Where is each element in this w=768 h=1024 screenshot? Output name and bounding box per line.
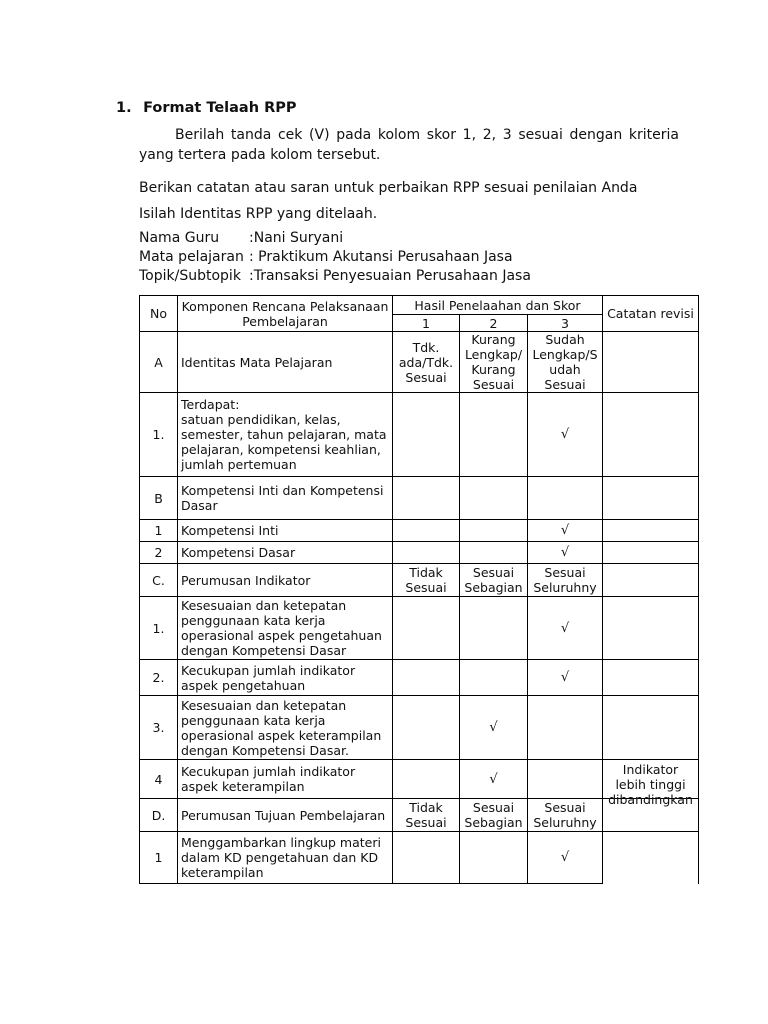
identity-subject [139,248,513,267]
criteria-score-3: Sesuai Seluruhny [528,564,603,597]
score-3-cell [528,696,603,760]
criteria-score-3: Sudah Lengkap/S udah Sesuai [528,332,603,393]
catatan-text: Indikator lebih tinggi dibandingkan [608,762,693,807]
row-komponen: Perumusan Indikator [178,564,393,597]
row-komponen: Kesesuaian dan ketepatan penggunaan kata kerja operasional aspek keterampilan dengan Kompetensi Dasar. [178,696,393,760]
score-3-cell [528,477,603,520]
table-row [140,760,699,799]
identity-teacher [139,229,343,248]
row-komponen [178,393,393,477]
instruction-check: Berilah tanda cek (V) pada kolom skor 1, 2, 3 sesuai dengan kriteria yang tertera pada kolom tersebut. [139,127,679,163]
criteria-score-2: Kurang Lengkap/ Kurang Sesuai [460,332,528,393]
table-row [140,393,699,477]
row-no: 2 [140,542,178,564]
section-heading [116,100,297,116]
score-2-cell [460,660,528,696]
header-score-2: 2 [460,315,528,332]
score-2-cell [460,393,528,477]
row-no: 3. [140,696,178,760]
identity-label: Topik/Subtopik [139,268,241,284]
row-no: D. [140,799,178,832]
row-catatan [603,597,699,660]
score-2-cell [460,832,528,884]
row-komponen: Perumusan Tujuan Pembelajaran [178,799,393,832]
row-no: 1 [140,520,178,542]
row-catatan [603,832,699,884]
score-3-check: √ [528,597,603,660]
table-row [140,696,699,760]
table-row [140,477,699,520]
row-catatan [603,477,699,520]
header-catatan: Catatan revisi [603,296,699,332]
header-hasil: Hasil Penelaahan dan Skor [393,296,603,315]
row-komponen-text: satuan pendidikan, kelas, semester, tahun pelajaran, mata pelajaran, kompetensi keahlian, jumlah pertemuan [181,412,387,472]
table-row [140,520,699,542]
table-row [140,564,699,597]
instruction-identity: Isilah Identitas RPP yang ditelaah. [139,206,378,222]
row-komponen-title: Terdapat: [181,397,240,412]
row-komponen: Menggambarkan lingkup materi dalam KD pengetahuan dan KD keterampilan [178,832,393,884]
row-komponen: Kecukupan jumlah indikator aspek pengetahuan [178,660,393,696]
criteria-score-1: Tidak Sesuai [393,799,460,832]
row-catatan [603,520,699,542]
table-row [140,832,699,884]
score-3-check: √ [528,520,603,542]
row-komponen: Kesesuaian dan ketepatan penggunaan kata kerja operasional aspek pengetahuan dengan Kompetensi Dasar [178,597,393,660]
row-no: 1. [140,597,178,660]
header-score-3: 3 [528,315,603,332]
identity-label: Nama Guru [139,230,220,246]
score-1-cell [393,660,460,696]
row-catatan [603,660,699,696]
table-header-row [140,296,699,315]
score-2-cell [460,520,528,542]
score-1-cell [393,696,460,760]
row-no: C. [140,564,178,597]
row-catatan [603,542,699,564]
score-2-cell [460,597,528,660]
table-row [140,660,699,696]
score-1-cell [393,477,460,520]
identity-value: :Nani Suryani [249,230,344,246]
row-no: 1 [140,832,178,884]
score-3-check: √ [528,660,603,696]
criteria-score-1: Tdk. ada/Tdk. Sesuai [393,332,460,393]
row-komponen: Kompetensi Inti [178,520,393,542]
score-2-cell [460,542,528,564]
score-3-check: √ [528,832,603,884]
score-2-check: √ [460,760,528,799]
score-1-cell [393,542,460,564]
header-score-1: 1 [393,315,460,332]
section-number: 1. [116,100,132,116]
score-2-check: √ [460,696,528,760]
row-no: 4 [140,760,178,799]
score-3-check: √ [528,542,603,564]
score-1-cell [393,393,460,477]
section-title: Format Telaah RPP [143,100,297,116]
header-no: No [140,296,178,332]
score-1-cell [393,760,460,799]
row-no: B [140,477,178,520]
row-komponen: Identitas Mata Pelajaran [178,332,393,393]
criteria-score-2: Sesuai Sebagian [460,799,528,832]
table-row [140,332,699,393]
score-2-cell [460,477,528,520]
row-komponen: Kompetensi Dasar [178,542,393,564]
table-row [140,597,699,660]
review-table [139,295,699,884]
criteria-score-1: Tidak Sesuai [393,564,460,597]
criteria-score-3: Sesuai Seluruhny [528,799,603,832]
identity-value: :Transaksi Penyesuaian Perusahaan Jasa [249,268,531,284]
row-catatan [603,393,699,477]
row-no: A [140,332,178,393]
instruction-notes: Berikan catatan atau saran untuk perbaikan RPP sesuai penilaian Anda [139,180,638,196]
identity-value: : Praktikum Akutansi Perusahaan Jasa [249,249,513,265]
score-3-check: √ [528,393,603,477]
row-catatan [603,696,699,760]
row-catatan [603,564,699,597]
row-catatan [603,760,699,807]
identity-topic [139,267,531,286]
score-1-cell [393,832,460,884]
row-komponen: Kompetensi Inti dan Kompetensi Dasar [178,477,393,520]
score-1-cell [393,520,460,542]
row-catatan [603,332,699,393]
header-komponen: Komponen Rencana Pelaksanaan Pembelajaran [178,296,393,332]
criteria-score-2: Sesuai Sebagian [460,564,528,597]
score-3-cell [528,760,603,799]
table-row [140,542,699,564]
row-komponen: Kecukupan jumlah indikator aspek keterampilan [178,760,393,799]
identity-label: Mata pelajaran [139,249,244,265]
score-1-cell [393,597,460,660]
row-no: 1. [140,393,178,477]
row-no: 2. [140,660,178,696]
